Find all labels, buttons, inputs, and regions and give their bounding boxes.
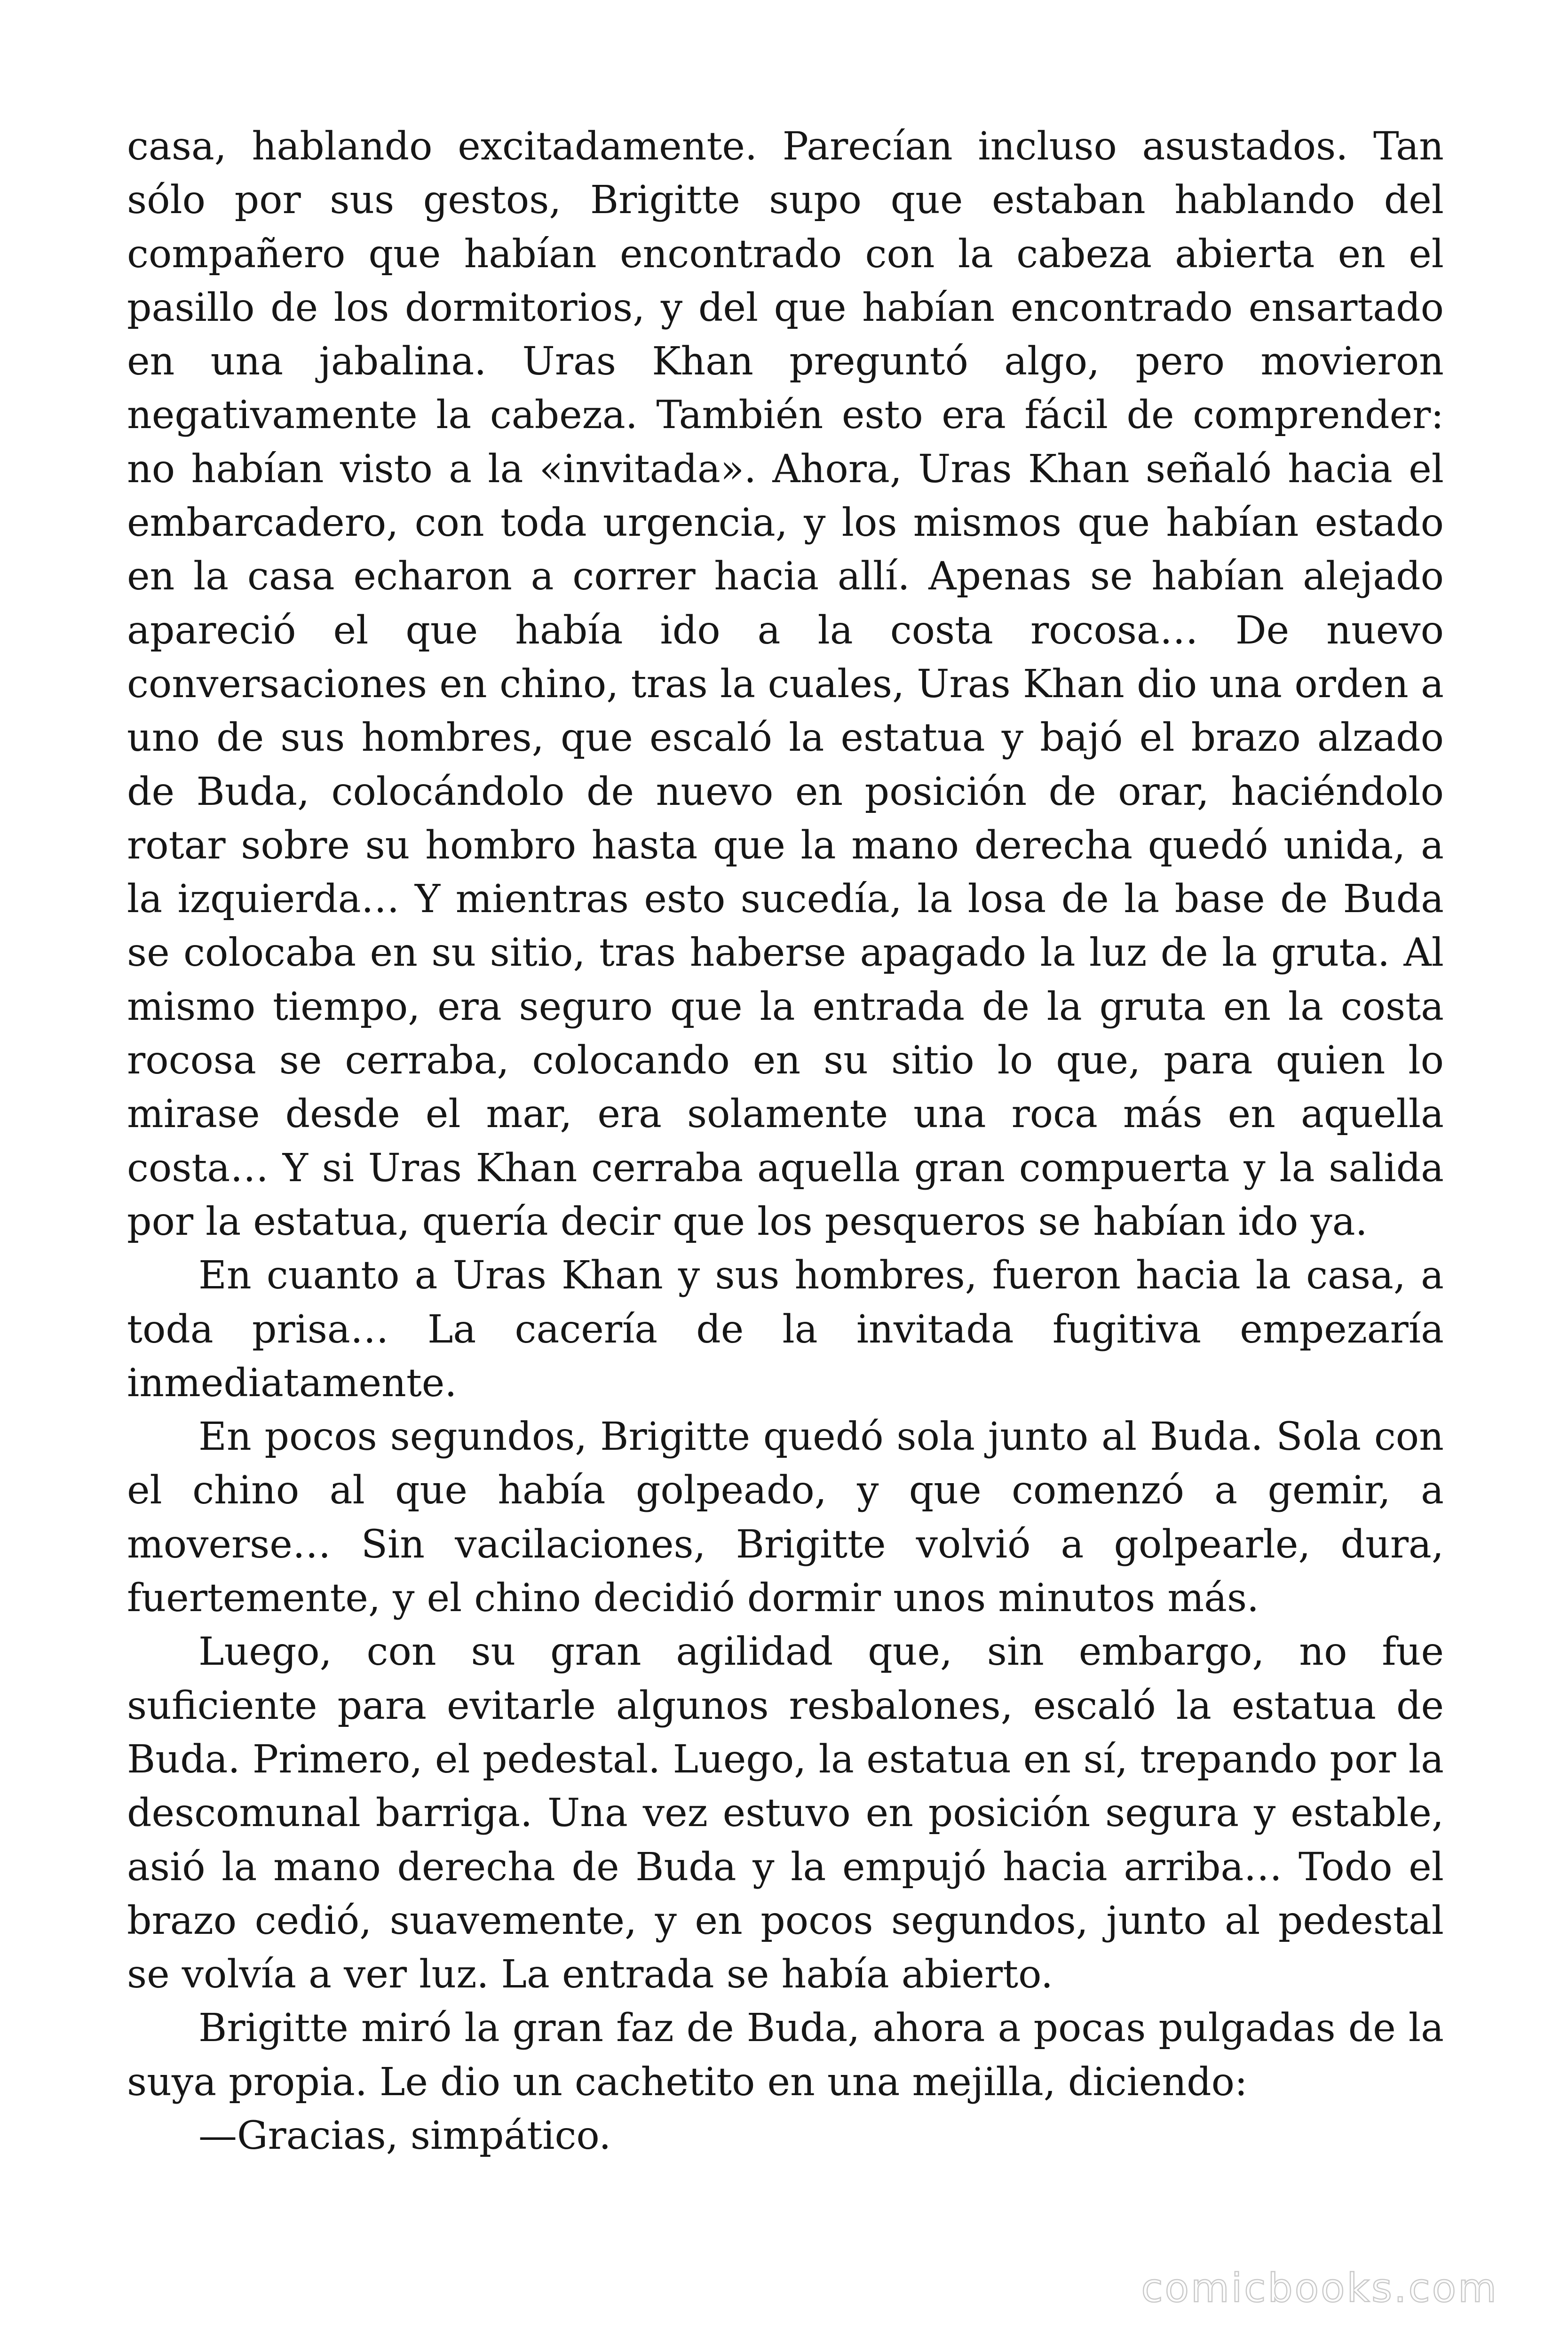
dialogue-line: —Gracias, simpático. xyxy=(198,2113,611,2158)
paragraph: Brigitte miró la gran faz de Buda, ahora a pocas pulgadas de la suya propia. Le dio un cachetito en una mejilla, diciendo: xyxy=(127,2006,1444,2105)
watermark-logo: comicbooks.com xyxy=(1141,2265,1498,2311)
paragraph: En cuanto a Uras Khan y sus hombres, fueron hacia la casa, a toda prisa… La cacería de la invitada fugitiva empezaría inmediatamente. xyxy=(127,1253,1444,1406)
paragraph: En pocos segundos, Brigitte quedó sola junto al Buda. Sola con el chino al que había golpeado, y que comenzó a gemir, a moverse… Sin vacilaciones, Brigitte volvió a golpearle, dura, fuertemente, y el chino decidió dormir unos minutos más. xyxy=(127,1414,1444,1621)
paragraph: Luego, con su gran agilidad que, sin embargo, no fue suficiente para evitarle algunos resbalones, escaló la estatua de Buda. Primero, el pedestal. Luego, la estatua en sí, trepando por la descomunal barriga. Una vez estuvo en posición segura y estable, asió la mano derecha de Buda y la empujó hacia arriba… Todo el brazo cedió, suavemente, y en pocos segundos, junto al pedestal se volvía a ver luz. La entrada se había abierto. xyxy=(127,1629,1444,1997)
paragraph-continuation: casa, hablando excitadamente. Parecían incluso asustados. Tan sólo por sus gestos, Brigitte supo que estaban hablando del compañero que habían encontrado con la cabeza abierta en el pasillo de los dormitorios, y del que habían encontrado ensartado en una jabalina. Uras Khan preguntó algo, pero movieron negativamente la cabeza. También esto era fácil de comprender: no habían visto a la «invitada». Ahora, Uras Khan señaló hacia el embarcadero, con toda urgencia, y los mismos que habían estado en la casa echaron a correr hacia allí. Apenas se habían alejado apareció el que había ido a la costa rocosa… De nuevo conversaciones en chino, tras la cuales, Uras Khan dio una orden a uno de sus hombres, que escaló la estatua y bajó el brazo alzado de Buda, colocándolo de nuevo en posición de orar, haciéndolo rotar sobre su hombro hasta que la mano derecha quedó unida, a la izquierda… Y mientras esto sucedía, la losa de la base de Buda se colocaba en su sitio, tras haberse apagado la luz de la gruta. Al mismo tiempo, era seguro que la entrada de la gruta en la costa rocosa se cerraba, colocando en su sitio lo que, para quien lo mirase desde el mar, era solamente una roca más en aquella costa… Y si Uras Khan cerraba aquella gran compuerta y la salida por la estatua, quería decir que los pesqueros se habían ido ya. xyxy=(127,124,1444,1244)
body-text xyxy=(127,120,1444,2163)
